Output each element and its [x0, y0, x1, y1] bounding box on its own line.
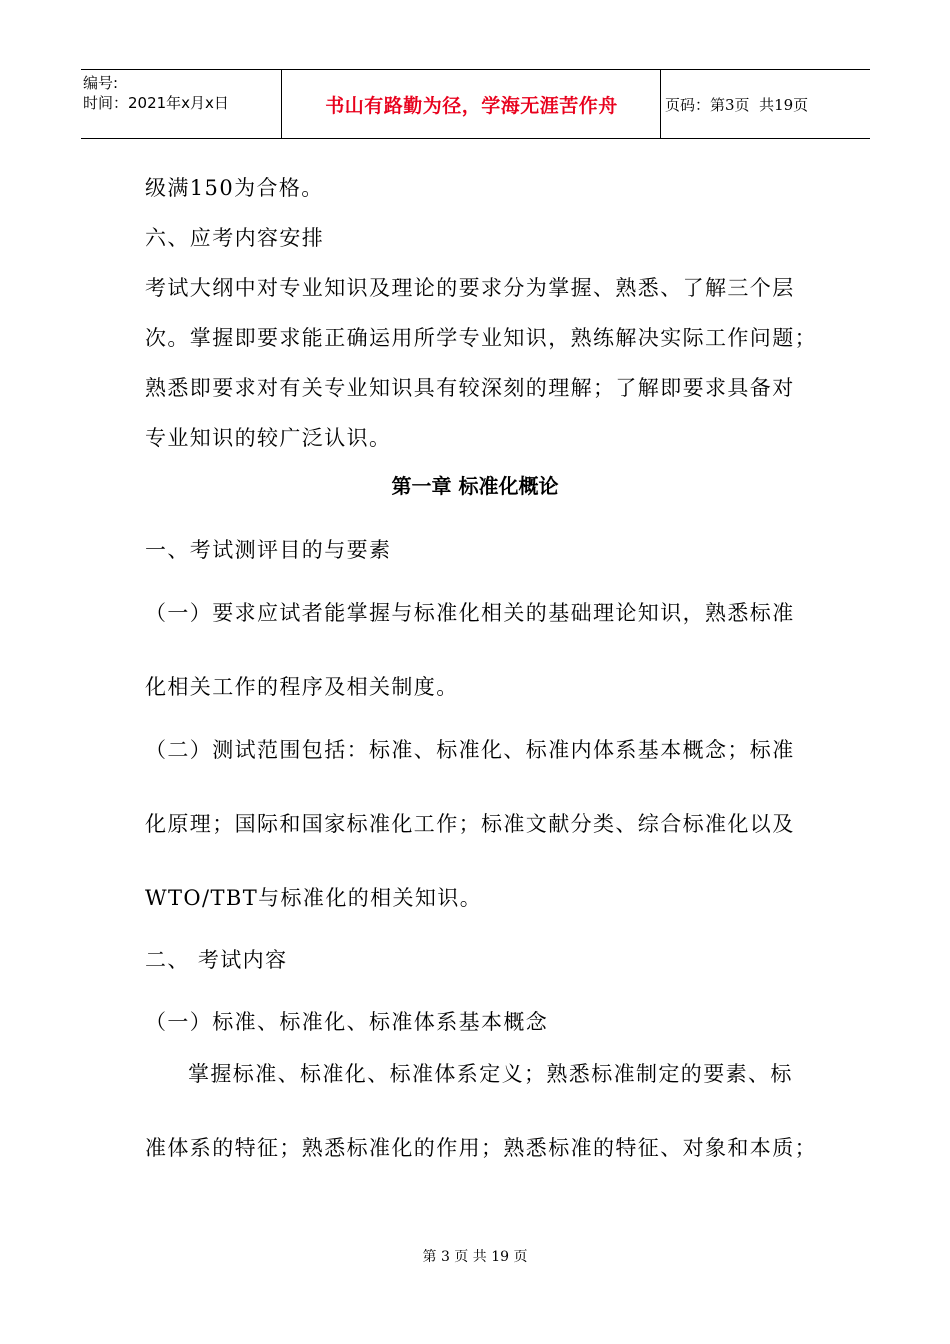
time-label: 时间：2021年x月x日	[83, 94, 229, 112]
section-heading: 二、 考试内容	[145, 948, 288, 972]
body-line: 熟悉即要求对有关专业知识具有较深刻的理解；了解即要求具备对	[145, 376, 795, 400]
header-motto: 书山有路勤为径，学海无涯苦作舟	[325, 94, 618, 117]
header-page-cell	[665, 70, 870, 138]
number-label: 编号:	[83, 74, 119, 92]
body-line: 化原理；国际和国家标准化工作；标准文献分类、综合标准化以及	[145, 812, 795, 836]
header-meta-cell	[81, 70, 281, 138]
body-line: WTO/TBT与标准化的相关知识。	[145, 886, 483, 910]
header-divider	[660, 70, 661, 138]
subsection-heading: （一）标准、标准化、标准体系基本概念	[145, 1010, 549, 1034]
body-line: 级满150为合格。	[145, 176, 324, 200]
header-table	[81, 69, 870, 139]
body-line: 掌握标准、标准化、标准体系定义；熟悉标准制定的要素、标	[188, 1062, 793, 1086]
section-heading: 一、考试测评目的与要素	[145, 538, 392, 562]
body-line: 次。掌握即要求能正确运用所学专业知识，熟练解决实际工作问题；	[145, 326, 817, 350]
body-line: （一）要求应试者能掌握与标准化相关的基础理论知识，熟悉标准	[145, 601, 795, 625]
chapter-title: 第一章 标准化概论	[391, 474, 559, 498]
body-line: 考试大纲中对专业知识及理论的要求分为掌握、熟悉、了解三个层	[145, 276, 795, 300]
header-divider	[281, 70, 282, 138]
body-line: （二）测试范围包括：标准、标准化、标准内体系基本概念；标准	[145, 738, 795, 762]
body-line: 专业知识的较广泛认识。	[145, 426, 392, 450]
page-footer: 第 3 页 共 19 页	[422, 1249, 528, 1265]
body-line: 准体系的特征；熟悉标准化的作用；熟悉标准的特征、对象和本质；	[145, 1136, 817, 1160]
page-label: 页码：第3页 共19页	[665, 95, 809, 114]
body-line: 化相关工作的程序及相关制度。	[145, 675, 459, 699]
section-heading: 六、应考内容安排	[145, 226, 325, 250]
